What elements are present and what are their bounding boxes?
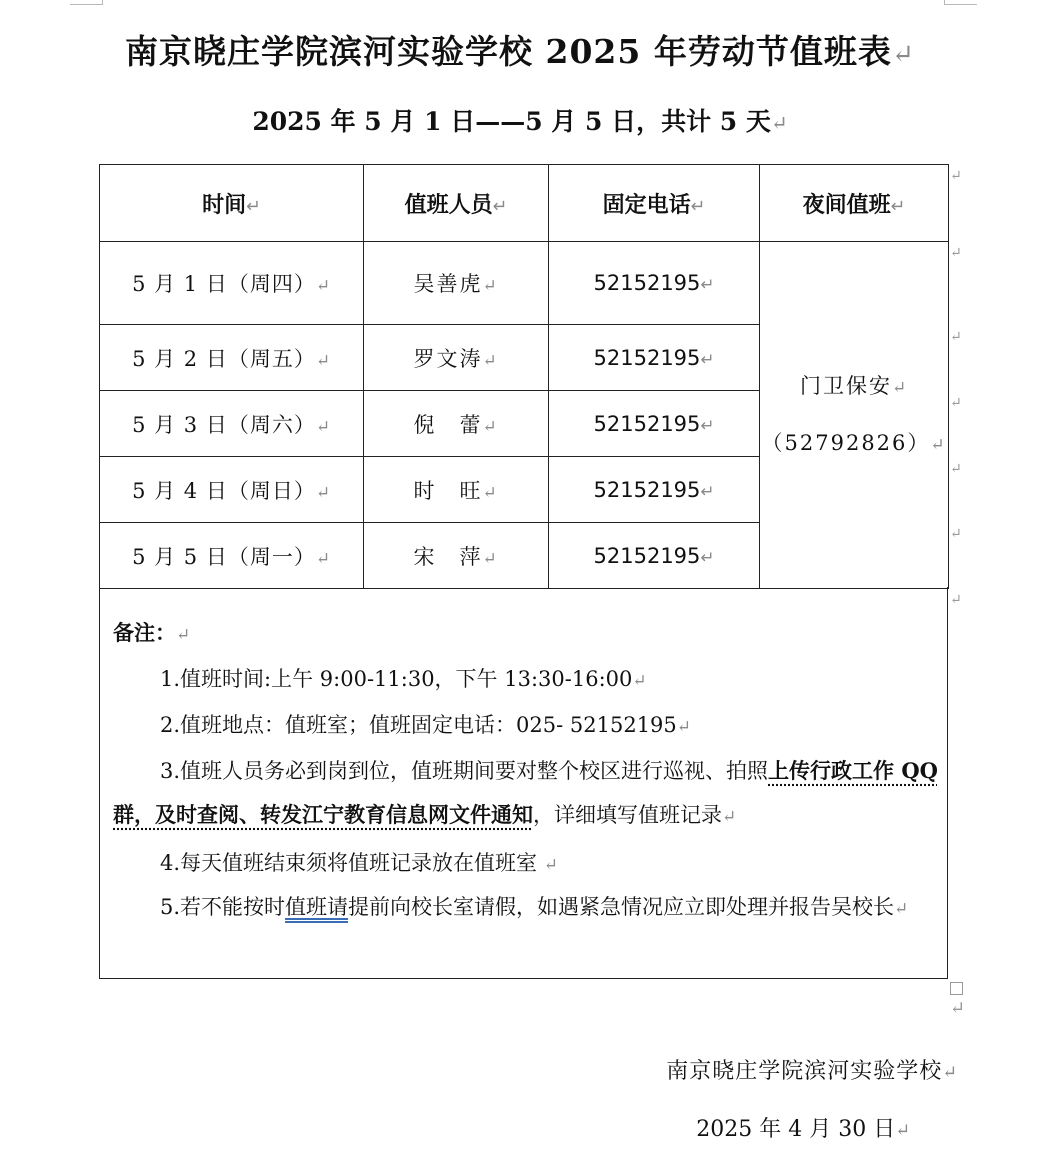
document-subtitle: 2025 年 5 月 1 日——5 月 5 日，共计 5 天↵ — [252, 107, 788, 136]
header-night: 夜间值班↵ — [760, 165, 949, 242]
empty-paragraph-mark: ↵ — [950, 998, 966, 1019]
note-item-4: 4.每天值班结束须将值班记录放在值班室 ↵ — [160, 851, 558, 875]
notes-title: 备注：↵ — [113, 620, 191, 645]
cell-time: 5 月 3 日（周六）↵ — [100, 391, 364, 457]
table-header-row — [100, 165, 949, 242]
cell-time: 5 月 1 日（周四）↵ — [100, 242, 364, 325]
table-end-square — [950, 982, 963, 995]
signature-date: 2025 年 4 月 30 日↵ — [696, 1117, 910, 1142]
table-row — [100, 242, 949, 325]
cell-person: 倪 蕾↵ — [364, 391, 549, 457]
note-item-2: 2.值班地点：值班室；值班固定电话：025- 52152195↵ — [160, 713, 691, 737]
cell-time: 5 月 2 日（周五）↵ — [100, 325, 364, 391]
note-item-1: 1.值班时间:上午 9:00-11:30，下午 13:30-16:00↵ — [160, 667, 647, 691]
signature-school: 南京晓庄学院滨河实验学校↵ — [666, 1059, 958, 1084]
document-title: 南京晓庄学院滨河实验学校 2025 年劳动节值班表↵ — [125, 32, 915, 71]
cell-person: 吴善虎↵ — [364, 242, 549, 325]
row-end-mark: ↵ — [950, 592, 962, 608]
cell-person: 罗文涛↵ — [364, 325, 549, 391]
page-corner-mark-right — [944, 0, 977, 5]
cell-person: 宋 萍↵ — [364, 523, 549, 589]
cell-phone: 52152195↵ — [549, 242, 760, 325]
duty-table — [99, 164, 949, 589]
header-time: 时间↵ — [100, 165, 364, 242]
cell-time: 5 月 4 日（周日）↵ — [100, 457, 364, 523]
cell-time: 5 月 5 日（周一）↵ — [100, 523, 364, 589]
notes-box — [99, 587, 948, 979]
note-item-3: 3.值班人员务必到岗到位，值班期间要对整个校区进行巡视、拍照上传行政工作 QQ 群，及时查阅、转发江宁教育信息网文件通知，详细填写值班记录↵ — [113, 758, 938, 827]
row-end-mark: ↵ — [950, 395, 962, 411]
cell-person: 时 旺↵ — [364, 457, 549, 523]
row-end-mark: ↵ — [950, 329, 962, 345]
row-end-mark: ↵ — [950, 526, 962, 542]
row-end-mark: ↵ — [950, 461, 962, 477]
page-corner-mark-left — [70, 0, 103, 5]
cell-night-duty: 门卫保安↵ （52792826）↵ — [760, 242, 949, 589]
cell-phone: 52152195↵ — [549, 325, 760, 391]
note-item-5-underlined: 值班请 — [285, 895, 349, 919]
header-person: 值班人员↵ — [364, 165, 549, 242]
cell-phone: 52152195↵ — [549, 391, 760, 457]
header-phone: 固定电话↵ — [549, 165, 760, 242]
note-item-5: 5.若不能按时值班请提前向校长室请假，如遇紧急情况应立即处理并报告吴校长↵ — [160, 895, 909, 919]
row-end-mark: ↵ — [950, 245, 962, 261]
row-end-mark: ↵ — [950, 168, 962, 184]
cell-phone: 52152195↵ — [549, 457, 760, 523]
note-item-3-emphasis: 上传行政工作 QQ 群，及时查阅、转发江宁教育信息网文件通知 — [113, 758, 938, 827]
cell-phone: 52152195↵ — [549, 523, 760, 589]
